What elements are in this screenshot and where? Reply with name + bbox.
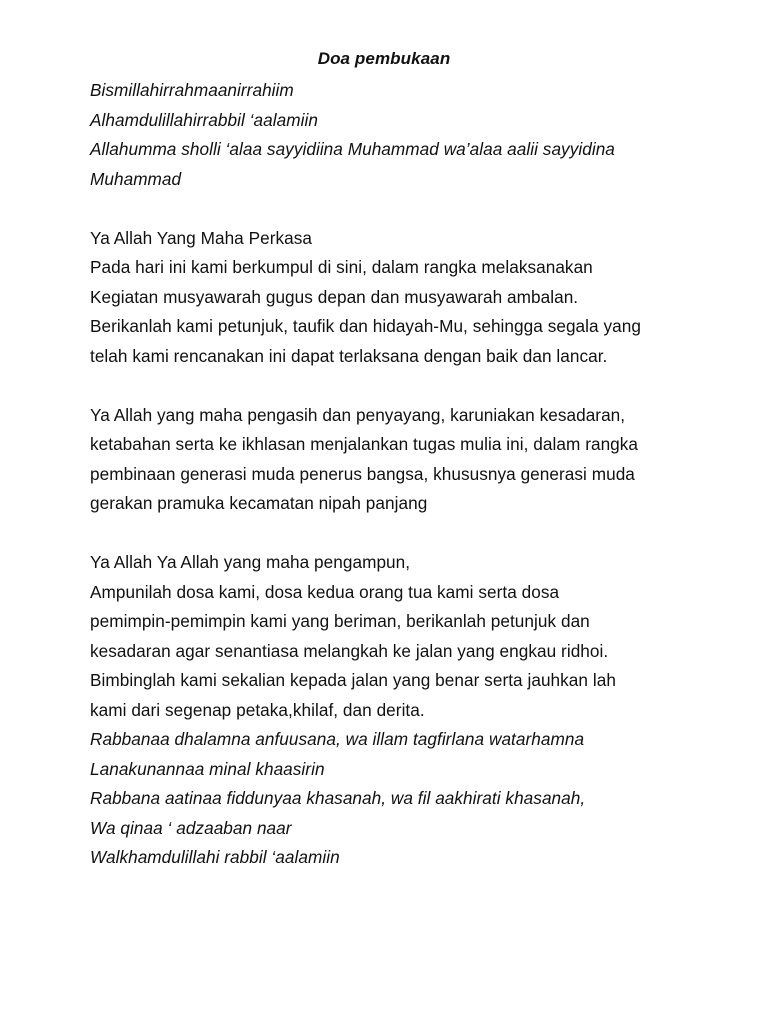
paragraph-3-line: pemimpin-pemimpin kami yang beriman, berikanlah petunjuk dan <box>90 611 590 631</box>
paragraph-gap <box>90 371 710 401</box>
paragraph-gap <box>90 519 710 549</box>
paragraph-3-line: Ampunilah dosa kami, dosa kedua orang tua kami serta dosa <box>90 581 560 602</box>
paragraph-1-line: Kegiatan musyawarah gugus depan dan musyawarah ambalan. <box>90 286 579 307</box>
closing-line: Rabbanaa dhalamna anfuusana, wa illam tagfirlana watarhamna <box>90 729 585 749</box>
closing-line: Rabbana aatinaa fiddunyaa khasanah, wa fil aakhirati khasanah, <box>90 788 586 808</box>
document-title: Doa pembukaan <box>317 49 451 68</box>
opening-line: Bismillahirrahmaanirrahiim <box>90 80 294 100</box>
closing-line: Lanakunannaa minal khaasirin <box>90 758 325 779</box>
closing-line: Walkhamdulillahi rabbil ‘aalamiin <box>90 847 340 867</box>
closing-line: Wa qinaa ‘ adzaaban naar <box>90 817 292 838</box>
paragraph-3-line: kesadaran agar senantiasa melangkah ke jalan yang engkau ridhoi. <box>90 640 609 661</box>
paragraph-3-line: Ya Allah Ya Allah yang maha pengampun, <box>90 552 411 572</box>
paragraph-2-line: Ya Allah yang maha pengasih dan penyayang, karuniakan kesadaran, <box>90 404 626 425</box>
paragraph-3-line: Bimbinglah kami sekalian kepada jalan yang benar serta jauhkan lah <box>90 670 616 690</box>
opening-line: Muhammad <box>90 168 182 189</box>
opening-line: Allahumma sholli ‘alaa sayyidiina Muhammad wa’alaa aalii sayyidina <box>90 139 615 159</box>
paragraph-gap <box>90 194 710 224</box>
paragraph-3-line: kami dari segenap petaka,khilaf, dan derita. <box>90 699 425 720</box>
paragraph-1-line: Pada hari ini kami berkumpul di sini, dalam rangka melaksanakan <box>90 257 593 277</box>
paragraph-1-line: Ya Allah Yang Maha Perkasa <box>90 227 313 248</box>
paragraph-1-line: telah kami rencanakan ini dapat terlaksana dengan baik dan lancar. <box>90 345 608 366</box>
paragraph-2-line: ketabahan serta ke ikhlasan menjalankan tugas mulia ini, dalam rangka <box>90 434 639 454</box>
document-body <box>90 76 710 873</box>
paragraph-2-line: pembinaan generasi muda penerus bangsa, khususnya generasi muda <box>90 463 635 484</box>
paragraph-2-line: gerakan pramuka kecamatan nipah panjang <box>90 493 428 513</box>
paragraph-1-line: Berikanlah kami petunjuk, taufik dan hidayah-Mu, sehingga segala yang <box>90 316 641 336</box>
opening-line: Alhamdulillahirrabbil ‘aalamiin <box>90 109 318 130</box>
